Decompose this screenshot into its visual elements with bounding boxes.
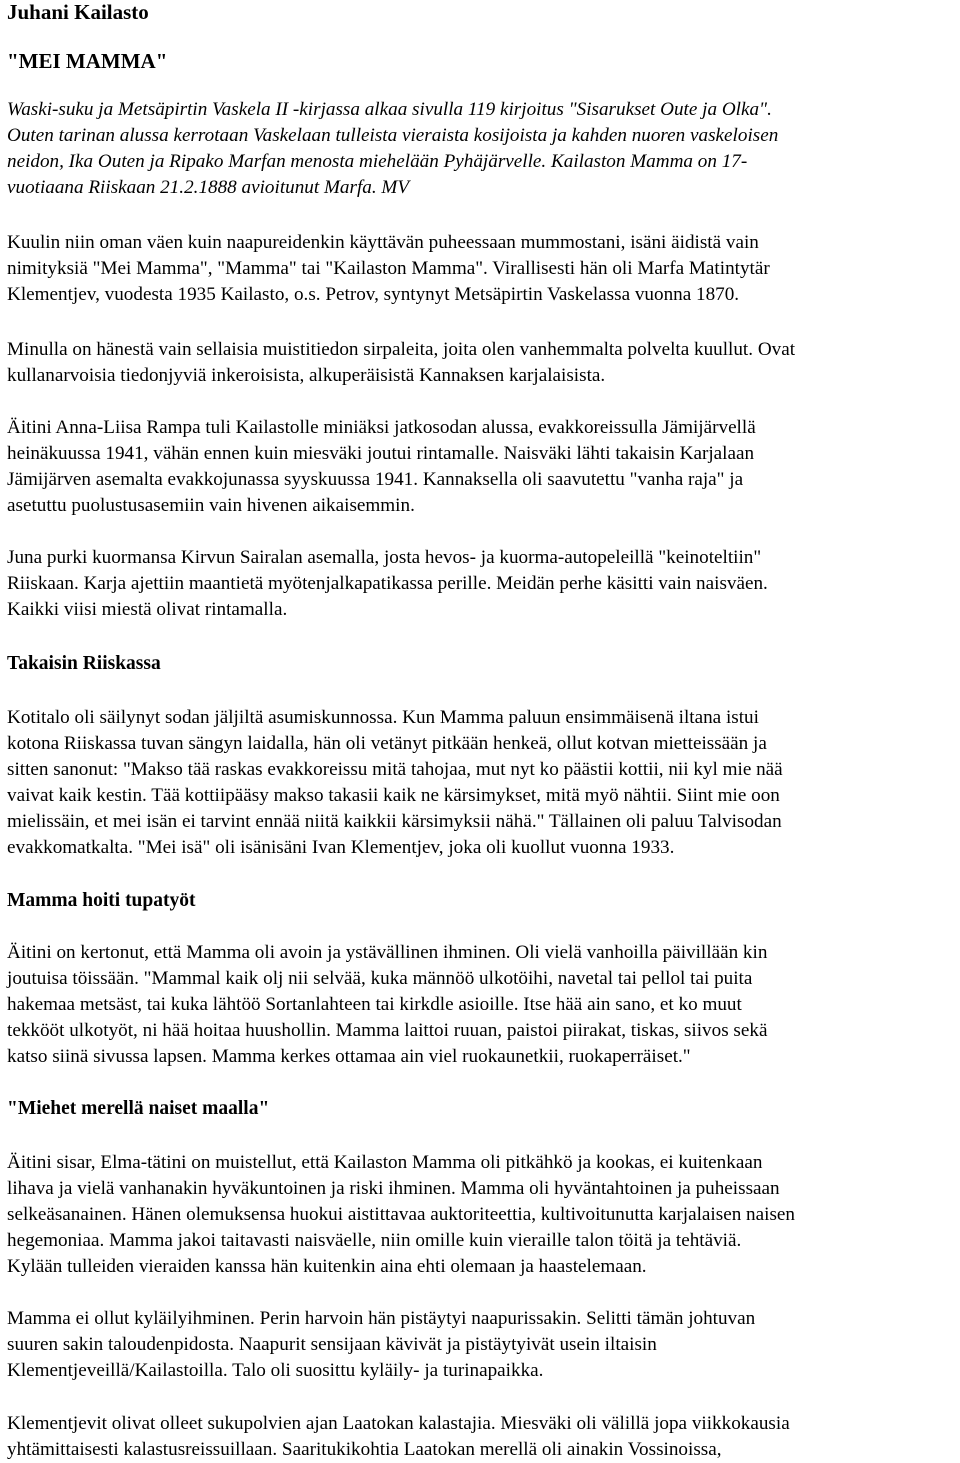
text-line: yhtämittaisesti kalastusreissuillaan. Saaritukikohtia Laatokan merellä oli ainakin Vossinoissa, [7,1439,722,1460]
text-line: katso siinä sivussa lapsen. Mamma kerkes ottamaa ain viel ruokaunetkii, ruokaperräiset." [7,1046,691,1067]
text-line: joutuisa töissään. "Mammal kaik olj nii selvää, kuka männöö ulkotöihi, navetal tai pellol tai puita [7,968,753,989]
paragraph [7,1150,957,1280]
text-line: selkeäsanainen. Hänen olemuksensa huokui aistittavaa auktoriteettia, kultivoitunutta karjalaisen naisen [7,1204,795,1225]
text-line: Äitini Anna-Liisa Rampa tuli Kailastolle miniäksi jatkosodan alussa, evakkoreissulla Jämijärvellä [7,417,756,438]
text-line: Kuulin niin oman väen kuin naapureidenkin käyttävän puheessaan mummostani, isäni äidistä vain [7,232,759,253]
paragraph [7,337,957,389]
intro-paragraph [7,97,957,201]
text-line: Klementjeveillä/Kailastoilla. Talo oli suosittu kyläily- ja turinapaikka. [7,1360,544,1381]
text-line: suuren sakin taloudenpidosta. Naapurit sensijaan kävivät ja pistäytyivät usein iltaisin [7,1334,657,1355]
text-line: heinäkuussa 1941, vähän ennen kuin miesväki joutui rintamalle. Naisväki lähti takaisin Karjalaan [7,443,755,464]
text-line: Mamma ei ollut kyläilyihminen. Perin harvoin hän pistäytyi naapurissakin. Selitti tämän johtuvan [7,1308,756,1329]
text-line: evakkomatkalta. "Mei isä" oli isänisäni Ivan Klementjev, joka oli kuollut vuonna 1933. [7,837,675,858]
text-line: hakemaa metsäst, tai kuka lähtöö Sortanlahteen tai kirkdle asioille. Itse hää ain sano, et ko muut [7,994,742,1015]
text-line: Klementjev, vuodesta 1935 Kailasto, o.s. Petrov, syntynyt Metsäpirtin Vaskelassa vuonna 1870. [7,284,740,305]
text-line: Riiskaan. Karja ajettiin maantietä myötenjalkapatikassa perille. Meidän perhe käsitti vain naisväen. [7,573,768,594]
text-line: mielissäin, et mei isän ei tarvint ennää niitä kaikkii kärsimyksii nähä." Tällainen oli paluu Talvisodan [7,811,782,832]
text-line: kullanarvoisia tiedonjyviä inkeroisista, alkuperäisistä Kannaksen karjalaisista. [7,365,606,386]
text-line: Äitini sisar, Elma-tätini on muistellut, että Kailaston Mamma oli pitkähkö ja kookas, ei kuitenkaan [7,1152,763,1173]
text-line: Jämijärven asemalta evakkojunassa syyskuussa 1941. Kannaksella oli saavutettu "vanha raja" ja [7,469,744,490]
paragraph [7,230,957,308]
section-heading: Takaisin Riiskassa [7,653,161,674]
text-line: asetuttu puolustusasemiin vain hivenen aikaisemmin. [7,495,415,516]
text-line: nimityksiä "Mei Mamma", "Mamma" tai "Kailaston Mamma". Virallisesti hän oli Marfa Matintytär [7,258,770,279]
text-line: Outen tarinan alussa kerrotaan Vaskelaan tulleista vieraista kosijoista ja kahden nuoren vaskeloisen [7,125,779,146]
author-name: Juhani Kailasto [7,0,149,24]
text-line: kotona Riiskassa tuvan sängyn laidalla, hän oli vetänyt pitkään henkeä, ollut kotvan mietteissään ja [7,733,767,754]
paragraph [7,940,957,1070]
section-heading: Mamma hoiti tupatyöt [7,890,196,911]
paragraph [7,1306,957,1384]
text-line: Kotitalo oli säilynyt sodan jäljiltä asumiskunnossa. Kun Mamma paluun ensimmäisenä iltana istui [7,707,759,728]
paragraph [7,1411,957,1463]
text-line: sitten sanonut: "Makso tää raskas evakkoreissu mitä tahojaa, mut nyt ko päästii kottii, nii kyl mie nää [7,759,783,780]
text-line: Waski-suku ja Metsäpirtin Vaskela II -kirjassa alkaa sivulla 119 kirjoitus "Sisarukset Oute ja Olka". [7,99,772,120]
text-line: Klementjevit olivat olleet sukupolvien ajan Laatokan kalastajia. Miesväki oli välillä jopa viikkokausia [7,1413,790,1434]
text-line: vaivat kaik kestin. Tää kottiipääsy makso takasii kaik ne kärsimykset, mitä myö nähtii. Siint mie oon [7,785,780,806]
paragraph [7,415,957,519]
text-line: Juna purki kuormansa Kirvun Sairalan asemalla, josta hevos- ja kuorma-autopeleillä "keinoteltiin" [7,547,762,568]
text-line: Kaikki viisi miestä olivat rintamalla. [7,599,288,620]
text-line: Minulla on hänestä vain sellaisia muistitiedon sirpaleita, joita olen vanhemmalta polvelta kuullut. Ovat [7,339,796,360]
section-heading: "Miehet merellä naiset maalla" [7,1098,270,1119]
text-line: neidon, Ika Outen ja Ripako Marfan menosta miehelään Pyhäjärvelle. Kailaston Mamma on 17- [7,151,748,172]
text-line: vuotiaana Riiskaan 21.2.1888 avioitunut Marfa. MV [7,177,410,198]
text-line: hegemoniaa. Mamma jakoi taitavasti naisväelle, niin omille kuin vieraille talon töitä ja tehtäviä. [7,1230,742,1251]
text-line: Äitini on kertonut, että Mamma oli avoin ja ystävällinen ihminen. Oli vielä vanhoilla päivillään kin [7,942,768,963]
document-title: "MEI MAMMA" [7,49,168,73]
text-line: Kylään tulleiden vieraiden kanssa hän kuitenkin aina ehti olemaan ja haastelemaan. [7,1256,647,1277]
text-line: lihava ja vielä vanhanakin hyväkuntoinen ja riski ihminen. Mamma oli hyväntahtoinen ja puheissaan [7,1178,780,1199]
paragraph [7,545,957,623]
paragraph [7,705,957,861]
text-line: tekkööt ulkotyöt, ni hää hoitaa huushollin. Mamma laittoi ruuan, paistoi piirakat, tiskas, siivos sekä [7,1020,768,1041]
